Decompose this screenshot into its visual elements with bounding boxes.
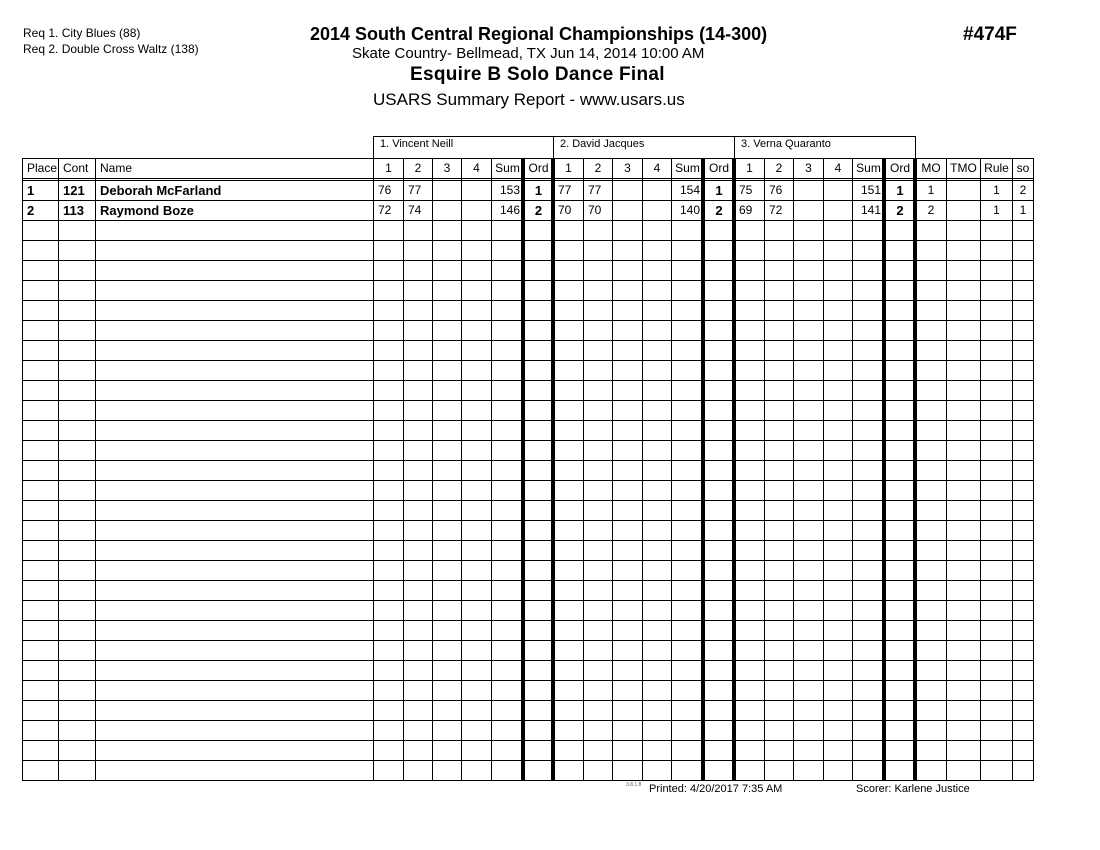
row-border	[22, 700, 1033, 701]
judge-header-3: 3. Verna Quaranto	[734, 136, 916, 158]
column-divider	[764, 158, 765, 781]
col-cont-value: 121	[63, 183, 85, 198]
location-date: Skate Country- Bellmead, TX Jun 14, 2014 10:00 AM	[352, 45, 705, 62]
row-border	[22, 620, 1033, 621]
col-judge1-3-header: 3	[443, 161, 451, 175]
col-judge3-1-value: 69	[739, 203, 753, 217]
required-dance-1: Req 1. City Blues (88)	[23, 26, 141, 40]
results-table	[22, 158, 1033, 781]
col-judge2-sum-value: 140	[679, 203, 700, 217]
col-judge1-sum-header: Sum	[495, 161, 520, 175]
col-judge3-ord-value: 1	[896, 183, 904, 198]
col-judge3-2-value: 76	[769, 183, 783, 197]
column-divider	[671, 158, 672, 781]
thick-divider	[732, 158, 736, 781]
col-judge1-4-header: 4	[473, 161, 480, 175]
col-place-value: 1	[27, 183, 35, 198]
row-border	[22, 440, 1033, 441]
software-version: 3.8.1.8	[626, 782, 642, 788]
column-divider	[432, 158, 433, 781]
col-cont-header: Cont	[63, 161, 89, 175]
col-judge2-1-value: 77	[558, 183, 572, 197]
column-divider	[1033, 158, 1034, 781]
col-place-value: 2	[27, 203, 35, 218]
col-judge3-sum-value: 141	[860, 203, 881, 217]
row-border	[22, 540, 1033, 541]
thick-divider	[551, 158, 555, 781]
col-judge1-ord-value: 2	[534, 203, 543, 218]
row-border	[22, 340, 1033, 341]
col-rule-value: 1	[993, 183, 1000, 197]
thick-divider	[701, 158, 705, 781]
col-mo-value: 2	[927, 203, 935, 217]
col-judge1-2-value: 74	[408, 203, 422, 217]
row-border	[22, 520, 1033, 521]
col-so-header: so	[1016, 161, 1030, 175]
scorer-name: Scorer: Karlene Justice	[856, 783, 970, 795]
col-judge2-2-value: 77	[588, 183, 602, 197]
thick-divider	[913, 158, 917, 781]
col-judge3-1-value: 75	[739, 183, 753, 197]
col-place-header: Place	[27, 161, 58, 175]
column-divider	[946, 158, 947, 781]
col-judge3-sum-header: Sum	[856, 161, 881, 175]
col-judge1-1-header: 1	[385, 161, 392, 175]
event-name: Esquire B Solo Dance Final	[410, 64, 665, 85]
row-border	[22, 240, 1033, 241]
column-divider	[1012, 158, 1013, 781]
col-judge2-sum-header: Sum	[675, 161, 700, 175]
col-judge2-ord-value: 2	[715, 203, 723, 218]
col-mo-header: MO	[921, 161, 941, 175]
col-judge2-ord-value: 1	[715, 183, 723, 198]
col-cont-value: 113	[63, 203, 84, 218]
column-divider	[612, 158, 613, 781]
col-judge2-sum-value: 154	[679, 183, 700, 197]
thick-divider	[521, 158, 525, 781]
column-divider	[793, 158, 794, 781]
column-divider	[852, 158, 853, 781]
col-judge3-1-header: 1	[746, 161, 753, 175]
col-judge2-1-value: 70	[558, 203, 572, 217]
column-divider	[461, 158, 462, 781]
row-border	[22, 660, 1033, 661]
thick-divider	[882, 158, 886, 781]
event-number: #474F	[963, 24, 1017, 45]
col-judge3-4-header: 4	[834, 161, 842, 175]
col-judge3-ord-header: Ord	[889, 161, 910, 175]
row-border	[22, 380, 1033, 381]
row-border	[22, 720, 1033, 721]
col-judge2-2-value: 70	[588, 203, 602, 217]
col-judge1-2-header: 2	[414, 161, 422, 175]
col-judge3-ord-value: 2	[896, 203, 904, 218]
col-judge1-sum-value: 146	[499, 203, 520, 217]
column-divider	[403, 158, 404, 781]
row-border	[22, 480, 1033, 481]
column-divider	[980, 158, 981, 781]
column-divider	[642, 158, 643, 781]
header-double-line	[22, 178, 1033, 179]
row-border	[22, 300, 1033, 301]
required-dance-2: Req 2. Double Cross Waltz (138)	[23, 42, 199, 56]
col-judge3-3-header: 3	[805, 161, 812, 175]
row-border	[22, 500, 1033, 501]
col-judge1-2-value: 77	[408, 183, 422, 197]
col-name-header: Name	[100, 161, 133, 175]
row-border	[22, 460, 1033, 461]
column-divider	[491, 158, 492, 781]
row-border	[22, 260, 1033, 261]
col-judge1-1-value: 76	[378, 183, 392, 197]
col-judge2-3-header: 3	[624, 161, 631, 175]
report-name: USARS Summary Report - www.usars.us	[373, 90, 685, 109]
row-border	[22, 760, 1033, 761]
row-border	[22, 560, 1033, 561]
row-border	[22, 360, 1033, 361]
col-tmo-header: TMO	[950, 161, 977, 175]
column-divider	[58, 158, 59, 781]
printed-timestamp: Printed: 4/20/2017 7:35 AM	[649, 783, 783, 795]
row-border	[22, 780, 1033, 781]
col-judge3-2-value: 72	[769, 203, 783, 217]
column-divider	[22, 158, 23, 781]
row-border	[22, 320, 1033, 321]
col-rule-value: 1	[993, 203, 1000, 217]
row-border	[22, 400, 1033, 401]
col-mo-value: 1	[927, 183, 935, 197]
column-divider	[373, 158, 374, 781]
row-border	[22, 420, 1033, 421]
competition-title: 2014 South Central Regional Championships (14-300)	[310, 24, 768, 44]
col-so-value: 2	[1019, 183, 1027, 197]
col-judge1-1-value: 72	[378, 203, 392, 217]
row-border	[22, 680, 1033, 681]
row-border	[22, 220, 1033, 221]
col-judge2-4-header: 4	[653, 161, 661, 175]
column-divider	[823, 158, 824, 781]
row-border	[22, 740, 1033, 741]
column-divider	[583, 158, 584, 781]
col-judge2-2-header: 2	[594, 161, 602, 175]
col-judge2-1-header: 1	[565, 161, 572, 175]
col-so-value: 1	[1019, 203, 1027, 217]
row-border	[22, 280, 1033, 281]
col-judge1-ord-value: 1	[534, 183, 543, 198]
col-judge3-2-header: 2	[775, 161, 783, 175]
judge-header-2: 2. David Jacques	[553, 136, 735, 158]
col-name-value: Raymond Boze	[100, 203, 194, 218]
col-judge2-ord-header: Ord	[708, 161, 729, 175]
row-border	[22, 600, 1033, 601]
col-name-value: Deborah McFarland	[100, 183, 222, 198]
col-judge1-sum-value: 153	[499, 183, 520, 197]
row-border	[22, 580, 1033, 581]
col-judge3-sum-value: 151	[860, 183, 881, 197]
col-rule-header: Rule	[984, 161, 1009, 175]
col-judge1-ord-header: Ord	[528, 161, 549, 175]
column-divider	[95, 158, 96, 781]
judge-header-1: 1. Vincent Neill	[373, 136, 554, 158]
row-border	[22, 640, 1033, 641]
